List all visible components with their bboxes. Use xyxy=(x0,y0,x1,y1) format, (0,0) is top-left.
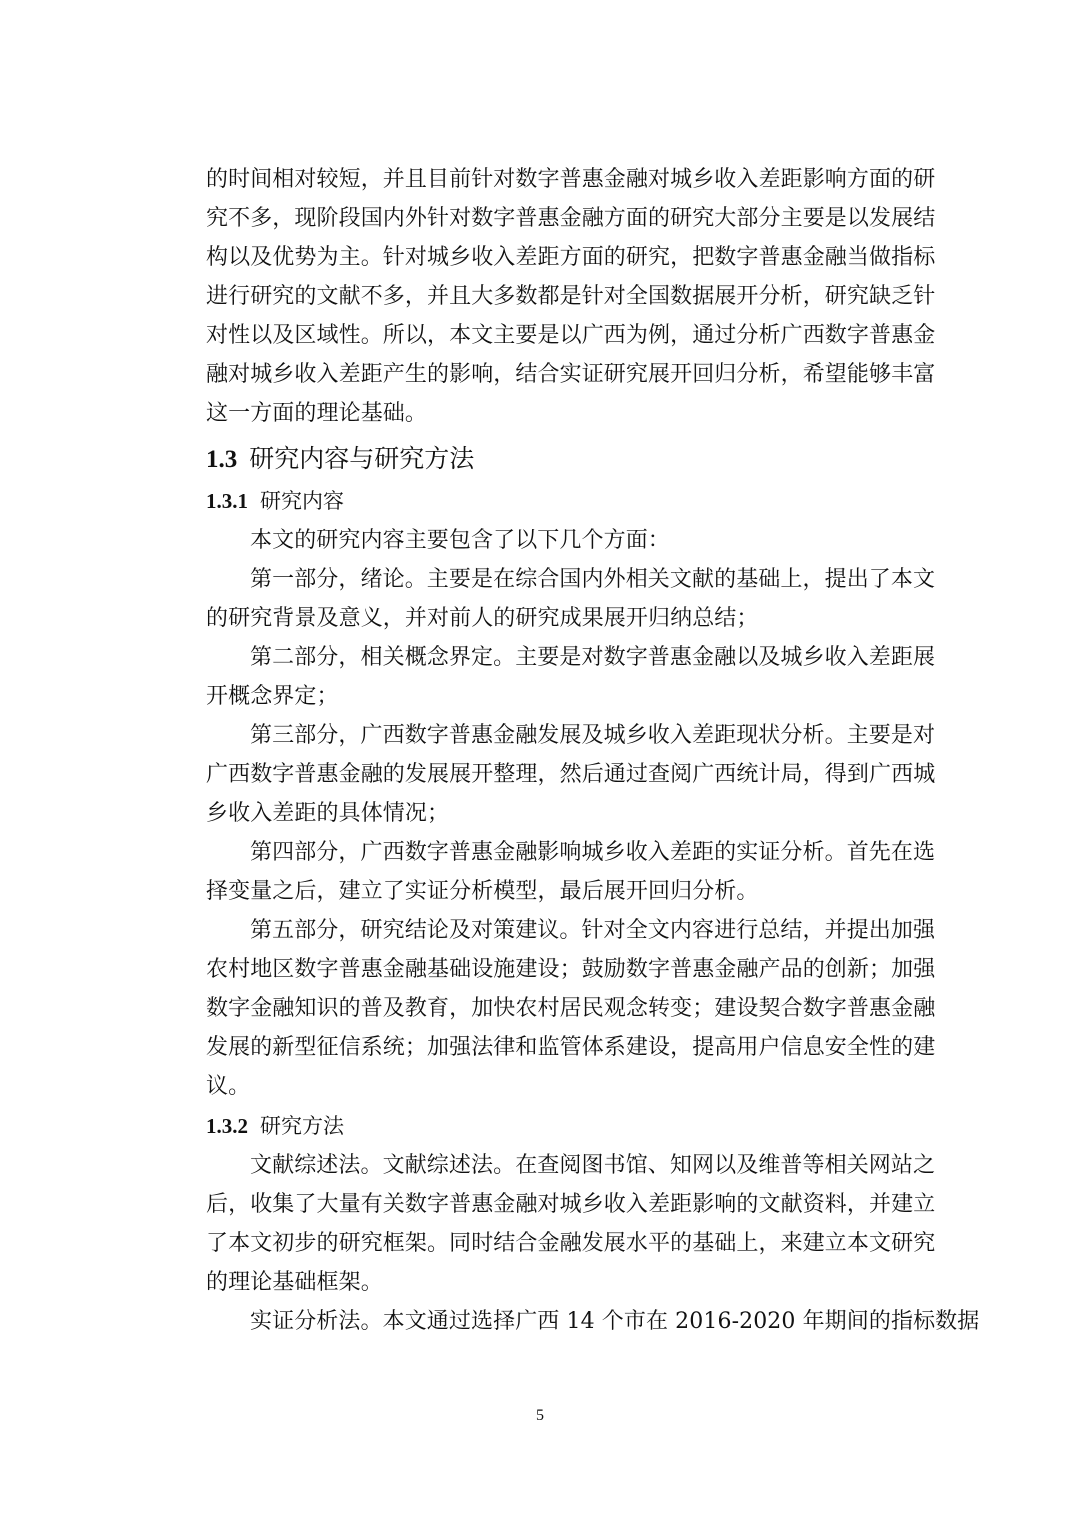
text-line: 本文的研究内容主要包含了以下几个方面： xyxy=(250,528,670,553)
subsection-number: 1.3.2 xyxy=(206,1114,248,1138)
text-line: 构以及优势为主。针对城乡收入差距方面的研究，把数字普惠金融当做指标 xyxy=(206,245,936,270)
text-line: 后，收集了大量有关数字普惠金融对城乡收入差距影响的文献资料，并建立 xyxy=(206,1192,936,1217)
page-content xyxy=(206,160,980,1341)
text-line: 实证分析法。本文通过选择广西 14 个市在 2016-2020 年期间的指标数据 xyxy=(250,1309,980,1334)
text-line: 文献综述法。文献综述法。在查阅图书馆、知网以及维普等相关网站之 xyxy=(250,1153,936,1178)
subsection-heading-1-3-1 xyxy=(206,481,926,521)
text-line: 第四部分，广西数字普惠金融影响城乡收入差距的实证分析。首先在选 xyxy=(250,840,936,865)
text-line: 择变量之后，建立了实证分析模型，最后展开回归分析。 xyxy=(206,879,759,904)
text-line: 究不多，现阶段国内外针对数字普惠金融方面的研究大部分主要是以发展结 xyxy=(206,206,936,231)
text-line: 议。 xyxy=(206,1074,251,1099)
section-number: 1.3 xyxy=(206,446,238,473)
text-line: 乡收入差距的具体情况； xyxy=(206,801,450,826)
text-line: 开概念界定； xyxy=(206,684,339,709)
text-line: 第二部分，相关概念界定。主要是对数字普惠金融以及城乡收入差距展 xyxy=(250,645,936,670)
text-line: 的研究背景及意义，并对前人的研究成果展开归纳总结； xyxy=(206,606,759,631)
subsection-title: 研究内容 xyxy=(260,489,344,513)
text-line: 第三部分，广西数字普惠金融发展及城乡收入差距现状分析。主要是对 xyxy=(250,723,936,748)
text-line: 的理论基础框架。 xyxy=(206,1270,383,1295)
text-line: 这一方面的理论基础。 xyxy=(206,401,428,426)
text-line: 数字金融知识的普及教育，加快农村居民观念转变；建设契合数字普惠金融 xyxy=(206,996,936,1021)
intro-paragraph xyxy=(206,160,936,433)
research-content-paragraphs xyxy=(206,521,936,1106)
text-line: 融对城乡收入差距产生的影响，结合实证研究展开回归分析，希望能够丰富 xyxy=(206,362,936,387)
page-number: 5 xyxy=(536,1407,544,1424)
subsection-title: 研究方法 xyxy=(260,1114,344,1138)
text-line: 进行研究的文献不多，并且大多数都是针对全国数据展开分析，研究缺乏针 xyxy=(206,284,936,309)
section-heading-1-3 xyxy=(206,437,926,481)
research-method-paragraphs xyxy=(206,1146,980,1341)
text-line: 了本文初步的研究框架。同时结合金融发展水平的基础上，来建立本文研究 xyxy=(206,1231,936,1256)
subsection-heading-1-3-2 xyxy=(206,1106,926,1146)
text-line: 对性以及区域性。所以，本文主要是以广西为例，通过分析广西数字普惠金 xyxy=(206,323,936,348)
subsection-number: 1.3.1 xyxy=(206,489,248,513)
text-line: 农村地区数字普惠金融基础设施建设；鼓励数字普惠金融产品的创新；加强 xyxy=(206,957,936,982)
text-line: 广西数字普惠金融的发展展开整理，然后通过查阅广西统计局，得到广西城 xyxy=(206,762,936,787)
section-title: 研究内容与研究方法 xyxy=(249,444,475,473)
text-line: 第一部分，绪论。主要是在综合国内外相关文献的基础上，提出了本文 xyxy=(250,567,936,592)
text-line: 第五部分，研究结论及对策建议。针对全文内容进行总结，并提出加强 xyxy=(250,918,936,943)
text-line: 的时间相对较短，并且目前针对数字普惠金融对城乡收入差距影响方面的研 xyxy=(206,167,936,192)
text-line: 发展的新型征信系统；加强法律和监管体系建设，提高用户信息安全性的建 xyxy=(206,1035,936,1060)
